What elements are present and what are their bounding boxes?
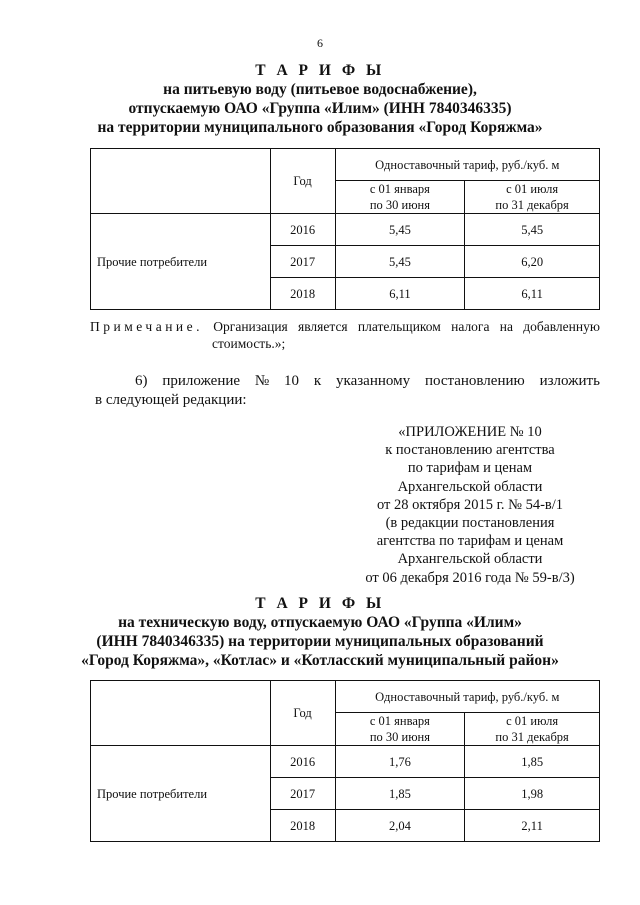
appendix-line: от 28 октября 2015 г. № 54-в/1 bbox=[376, 496, 564, 513]
value-cell: 1,85 bbox=[465, 746, 600, 778]
table2-heading-line: «Город Коряжма», «Котлас» и «Котласский муниципальный район» bbox=[81, 652, 559, 669]
table2-heading-title: Т А Р И Ф Ы bbox=[255, 595, 385, 612]
value-cell: 2,11 bbox=[465, 810, 600, 842]
para-line-2: в следующей редакции: bbox=[95, 392, 247, 408]
table-row bbox=[91, 214, 600, 246]
note-word: является bbox=[298, 319, 348, 334]
appendix-line: по тарифам и ценам bbox=[407, 460, 533, 477]
value-cell: 6,20 bbox=[465, 246, 600, 278]
header-tariff: Одноставочный тариф, руб./куб. м bbox=[335, 681, 599, 713]
header-year: Год bbox=[270, 149, 335, 214]
header-year: Год bbox=[270, 681, 335, 746]
table-header-row bbox=[91, 149, 600, 181]
appendix-line: от 06 декабря 2016 года № 59-в/3) bbox=[365, 569, 575, 586]
appendix-line: (в редакции постановления bbox=[385, 515, 555, 532]
note-line-2: стоимость.»; bbox=[212, 336, 286, 351]
value-cell: 1,98 bbox=[465, 778, 600, 810]
tariff-table-2 bbox=[90, 680, 600, 842]
consumer-cell: Прочие потребители bbox=[91, 746, 271, 842]
value-cell: 1,85 bbox=[335, 778, 465, 810]
para-word: № bbox=[254, 373, 270, 389]
appendix-line: Архангельской области bbox=[397, 551, 543, 568]
table2-heading bbox=[0, 594, 640, 670]
year-cell: 2017 bbox=[270, 246, 335, 278]
note-label: Примечание. bbox=[90, 319, 204, 334]
value-cell: 5,45 bbox=[335, 246, 465, 278]
note-word: Организация bbox=[213, 319, 288, 334]
appendix-line: «ПРИЛОЖЕНИЕ № 10 bbox=[398, 424, 542, 440]
para-word: изложить bbox=[539, 373, 600, 389]
year-cell: 2018 bbox=[270, 278, 335, 310]
year-cell: 2016 bbox=[270, 746, 335, 778]
tariff-table-1 bbox=[90, 148, 600, 310]
appendix-line: агентства по тарифам и ценам bbox=[376, 533, 564, 550]
value-cell: 6,11 bbox=[335, 278, 465, 310]
year-cell: 2016 bbox=[270, 214, 335, 246]
table1-heading-title: Т А Р И Ф Ы bbox=[255, 62, 385, 79]
header-empty-cell bbox=[91, 149, 271, 214]
value-cell: 5,45 bbox=[335, 214, 465, 246]
para-word: указанному bbox=[336, 373, 411, 389]
header-half2: с 01 июля по 31 декабря bbox=[465, 713, 600, 746]
value-cell: 2,04 bbox=[335, 810, 465, 842]
note-word: добавленную bbox=[523, 319, 600, 334]
value-cell: 5,45 bbox=[465, 214, 600, 246]
header-empty-cell bbox=[91, 681, 271, 746]
page-number: 6 bbox=[317, 36, 323, 50]
appendix-line: к постановлению агентства bbox=[385, 442, 555, 459]
para-word: постановлению bbox=[424, 373, 525, 389]
para-word: к bbox=[313, 373, 322, 389]
header-half2: с 01 июля по 31 декабря bbox=[465, 181, 600, 214]
table2-heading-line: (ИНН 7840346335) на территории муниципальных образований bbox=[96, 633, 544, 650]
table2-heading-line: на техническую воду, отпускаемую ОАО «Группа «Илим» bbox=[118, 614, 522, 631]
table1-heading bbox=[0, 61, 640, 137]
table1-heading-line: на питьевую воду (питьевое водоснабжение), bbox=[163, 81, 477, 98]
value-cell: 1,76 bbox=[335, 746, 465, 778]
appendix-line: Архангельской области bbox=[397, 478, 543, 495]
consumer-cell: Прочие потребители bbox=[91, 214, 271, 310]
note-word: налога bbox=[451, 319, 490, 334]
appendix-block bbox=[330, 423, 610, 587]
table-header-row bbox=[91, 681, 600, 713]
table1-heading-line: на территории муниципального образования «Город Коряжма» bbox=[97, 119, 543, 136]
table-row bbox=[91, 746, 600, 778]
note-word: плательщиком bbox=[357, 319, 441, 334]
header-tariff: Одноставочный тариф, руб./куб. м bbox=[335, 149, 599, 181]
para-word: приложение bbox=[162, 373, 241, 389]
table1-heading-line: отпускаемую ОАО «Группа «Илим» (ИНН 7840346335) bbox=[128, 100, 512, 117]
value-cell: 6,11 bbox=[465, 278, 600, 310]
amendment-paragraph bbox=[95, 372, 600, 410]
para-word: 10 bbox=[284, 373, 300, 389]
year-cell: 2018 bbox=[270, 810, 335, 842]
note-word: на bbox=[499, 319, 513, 334]
note bbox=[90, 318, 600, 352]
para-word: 6) bbox=[135, 373, 148, 389]
header-half1: с 01 января по 30 июня bbox=[335, 181, 465, 214]
year-cell: 2017 bbox=[270, 778, 335, 810]
header-half1: с 01 января по 30 июня bbox=[335, 713, 465, 746]
